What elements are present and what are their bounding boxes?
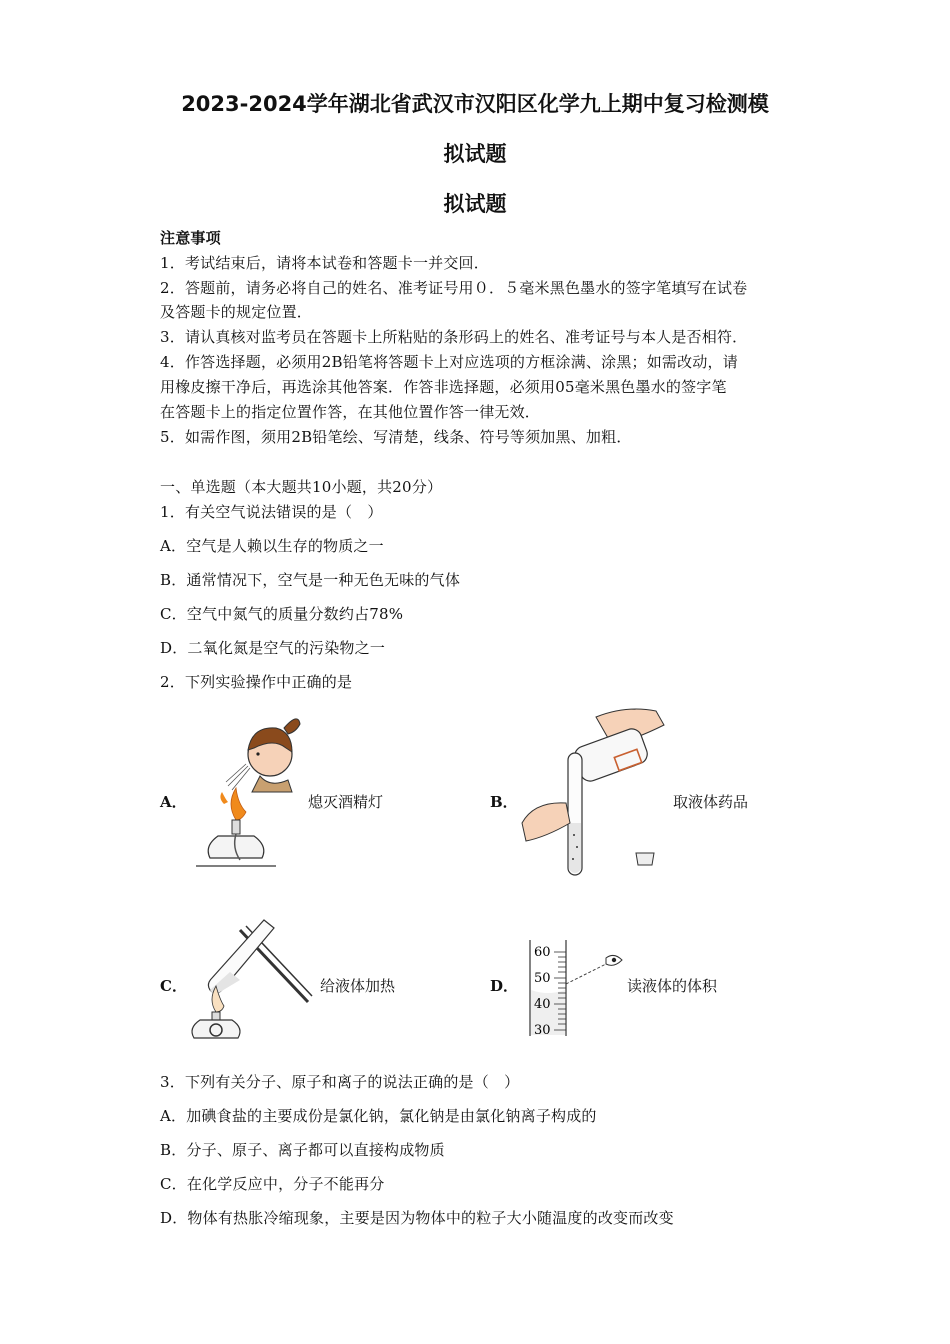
blowing-out-lamp-figure [188, 708, 318, 878]
cylinder-mark-30: 30 [534, 1023, 551, 1038]
q2-option-b-label: 取液体药品 [673, 793, 749, 811]
q1-option-d: D．二氧化氮是空气的污染物之一 [160, 639, 386, 657]
notice-line-2: 2．答题前，请务必将自己的姓名、准考证号用０．５毫米黑色墨水的签字笔填写在试卷 [160, 279, 748, 297]
q3-stem: 3．下列有关分子、原子和离子的说法正确的是（ ） [160, 1073, 520, 1091]
q1-option-c: C．空气中氮气的质量分数约占78% [160, 605, 404, 623]
cylinder-mark-60: 60 [534, 945, 551, 960]
cylinder-mark-50: 50 [534, 971, 551, 986]
q2-option-d-letter: D． [490, 977, 519, 995]
heating-liquid-figure [186, 912, 316, 1046]
q2-stem: 2．下列实验操作中正确的是 [160, 673, 353, 691]
q1-option-b: B．通常情况下，空气是一种无色无味的气体 [160, 571, 461, 589]
q1-stem: 1．有关空气说法错误的是（ ） [160, 503, 383, 521]
q2-option-a-label: 熄灭酒精灯 [308, 793, 384, 811]
notice-line-8: 5．如需作图，须用2B铅笔绘、写清楚，线条、符号等须加黑、加粗． [160, 428, 632, 446]
section-heading: 一、单选题（本大题共10小题，共20分） [160, 478, 443, 496]
notice-line-1: 1．考试结束后，请将本试卷和答题卡一并交回． [160, 254, 489, 272]
exam-title-line2: 拟试题 [443, 142, 507, 166]
q2-option-d-label: 读液体的体积 [627, 977, 718, 995]
pouring-liquid-figure [516, 705, 666, 883]
notice-line-6: 用橡皮擦干净后，再选涂其他答案．作答非选择题，必须用05毫米黑色墨水的签字笔 [160, 378, 727, 396]
notice-line-5: 4．作答选择题，必须用2B铅笔将答题卡上对应选项的方框涂满、涂黑；如需改动，请 [160, 353, 738, 371]
q2-option-a-letter: A． [160, 793, 187, 811]
cylinder-mark-40: 40 [534, 997, 551, 1012]
notice-line-3: 及答题卡的规定位置． [160, 303, 313, 321]
q2-option-c-label: 给液体加热 [320, 977, 396, 995]
notice-heading: 注意事项 [160, 229, 221, 247]
q3-option-b: B．分子、原子、离子都可以直接构成物质 [160, 1141, 445, 1159]
measuring-cylinder-figure [522, 938, 632, 1038]
q1-option-a: A．空气是人赖以生存的物质之一 [160, 537, 384, 555]
q3-option-d: D．物体有热胀冷缩现象，主要是因为物体中的粒子大小随温度的改变而改变 [160, 1209, 674, 1227]
exam-title-line1: 2023-2024学年湖北省武汉市汉阳区化学九上期中复习检测模 [181, 92, 769, 116]
q3-option-c: C．在化学反应中，分子不能再分 [160, 1175, 385, 1193]
q3-option-a: A．加碘食盐的主要成份是氯化钠，氯化钠是由氯化钠离子构成的 [160, 1107, 597, 1125]
exam-title-line3: 拟试题 [443, 192, 507, 216]
q2-option-c-letter: C． [160, 977, 187, 995]
notice-line-4: 3．请认真核对监考员在答题卡上所粘贴的条形码上的姓名、准考证号与本人是否相符． [160, 328, 748, 346]
q2-option-b-letter: B． [490, 793, 518, 811]
notice-line-7: 在答题卡上的指定位置作答，在其他位置作答一律无效． [160, 403, 541, 421]
